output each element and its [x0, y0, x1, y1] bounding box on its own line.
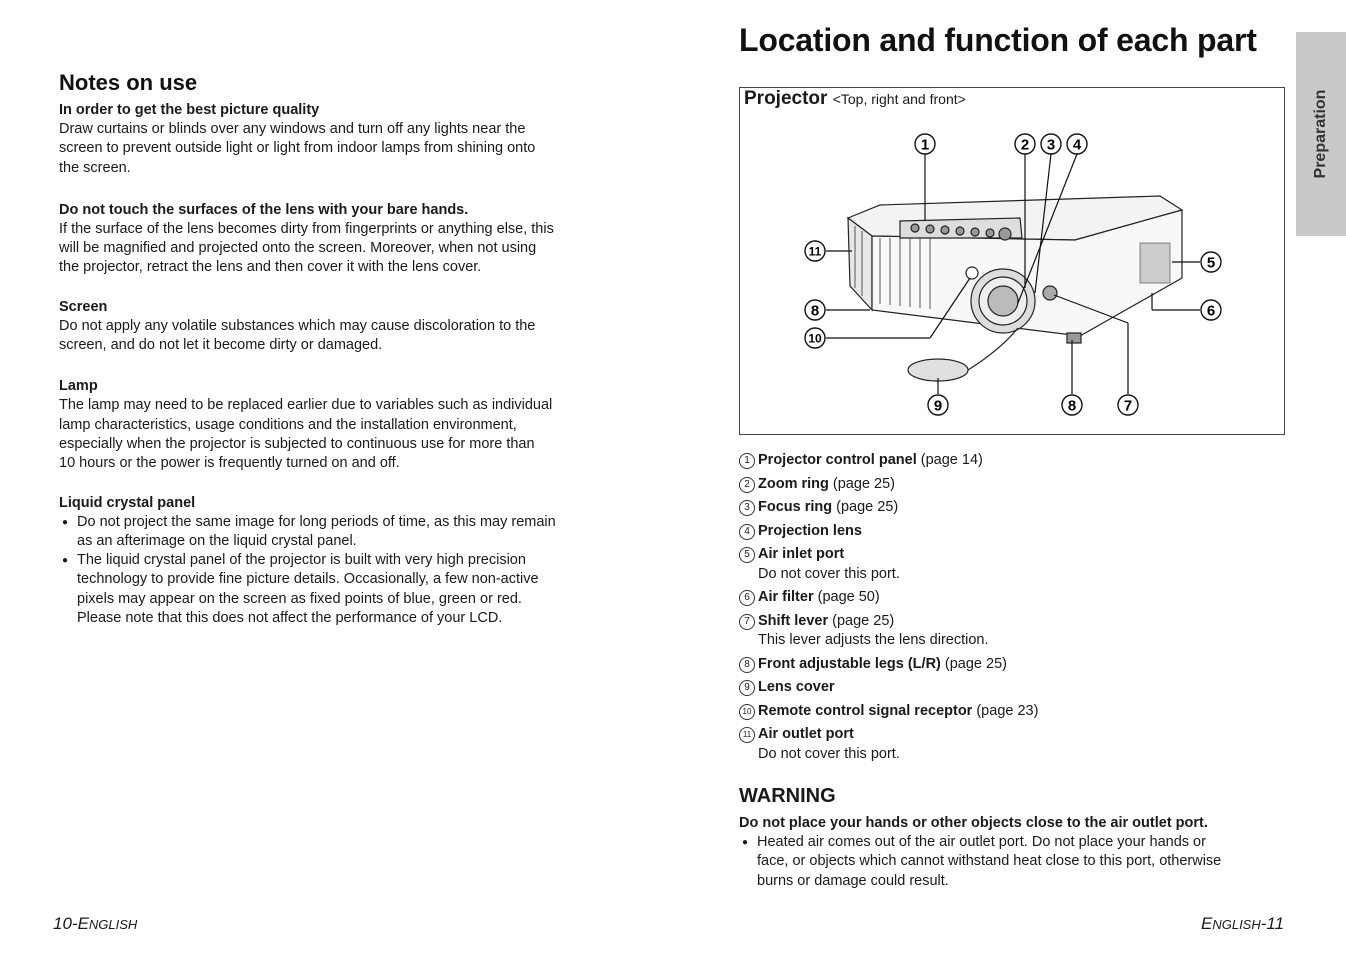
section-screen [59, 298, 611, 356]
part-name: Projection lens [758, 522, 862, 539]
part-number: 10 [739, 704, 755, 720]
section-line: the screen. [59, 159, 131, 176]
part-number: 2 [739, 477, 755, 493]
part-name: Air outlet port [758, 726, 854, 742]
part-ref: (page 25) [940, 655, 1007, 672]
bullet-line: ● The liquid crystal panel of the projector is built with very high precision [77, 552, 526, 569]
lens-cover-strap [968, 328, 1018, 370]
section-line: especially when the projector is subjected to continuous use for more than [59, 435, 535, 452]
bullet-item [59, 513, 611, 552]
footer-left-rest: NGLISH [88, 917, 138, 932]
section-line: If the surface of the lens becomes dirty from fingerprints or anything else, this [59, 220, 554, 237]
section-line: Draw curtains or blinds over any windows and turn off any lights near the [59, 121, 526, 137]
section-title: Lamp [59, 378, 98, 395]
notes-on-use-column [59, 70, 611, 628]
notes-heading: Notes on use [59, 70, 198, 95]
part-number: 6 [739, 590, 755, 606]
section-title: Do not touch the surfaces of the lens with your bare hands. [59, 201, 469, 218]
section-title: Screen [59, 298, 108, 315]
part-ref: (page 25) [828, 612, 895, 629]
part-ref: (page 25) [828, 475, 895, 492]
footer-left-cap: E [77, 914, 89, 933]
section-line: will be magnified and projected onto the screen. Moreover, when not using [59, 240, 537, 257]
lens-cover [908, 359, 968, 381]
list-item [739, 678, 1299, 698]
callout-2: 2 [1020, 136, 1030, 154]
lens-glass [988, 286, 1018, 316]
part-number: 3 [739, 500, 755, 516]
section-line: The lamp may need to be replaced earlier due to variables such as individual [59, 397, 553, 414]
projector-illustration [740, 88, 1284, 434]
list-item [739, 498, 1299, 518]
section-line: the projector, retract the lens and then cover it with the lens cover. [59, 259, 482, 276]
part-ref: (page 50) [813, 589, 880, 605]
footer-page-right [1201, 914, 1284, 934]
footer-right-rest: NGLISH [1212, 917, 1261, 932]
section-side-tab [1296, 32, 1346, 236]
section-line: screen to prevent outside light or light from indoor lamps from shining onto [59, 140, 536, 157]
part-name: Lens cover [758, 679, 835, 695]
warning-heading: WARNING [739, 785, 836, 807]
callout-4: 4 [1072, 136, 1082, 154]
callout-3: 3 [1046, 136, 1056, 154]
part-note: Do not cover this port. [758, 745, 900, 762]
part-name: Projector control panel [758, 452, 917, 468]
section-picture-quality [59, 101, 611, 178]
footer-right-cap: E [1201, 914, 1213, 933]
section-line: screen, and do not let it become dirty or damaged. [59, 337, 383, 354]
bullet-item [739, 833, 1299, 891]
section-lamp [59, 377, 611, 473]
part-number: 7 [739, 614, 755, 630]
callout-11: 11 [808, 244, 822, 259]
part-number: 5 [739, 547, 755, 563]
bullet-line: ● Do not project the same image for long periods of time, as this may remain [77, 513, 556, 530]
section-line: Do not apply any volatile substances which may cause discoloration to the [59, 317, 536, 334]
callout-9: 9 [933, 397, 943, 415]
part-name: Air inlet port [758, 546, 845, 562]
list-item [739, 612, 1299, 651]
callout-8-left: 8 [810, 302, 820, 320]
callout-1: 1 [920, 136, 930, 154]
list-item [739, 702, 1299, 722]
list-item [739, 655, 1299, 675]
part-note: This lever adjusts the lens direction. [758, 632, 989, 648]
shift-lever [1043, 286, 1057, 300]
part-ref: (page 23) [972, 702, 1039, 719]
part-number: 11 [739, 727, 755, 743]
list-item [739, 475, 1299, 495]
section-title: Liquid crystal panel [59, 494, 196, 511]
warning-bold-text: Do not place your hands or other objects close to the air outlet port. [739, 815, 1208, 831]
bullet-line: face, or objects which cannot withstand heat close to this port, otherwise [757, 853, 1222, 870]
list-item [739, 451, 1299, 471]
projector-figure [739, 87, 1285, 435]
callout-10: 10 [808, 331, 822, 346]
bullet-line: burns or damage could result. [757, 872, 949, 889]
section-line: 10 hours or the power is frequently turned on and off. [59, 455, 400, 472]
callout-8-bottom: 8 [1067, 397, 1077, 415]
callout-5: 5 [1206, 254, 1216, 272]
section-lcd [59, 494, 611, 629]
list-item [739, 725, 1299, 764]
page-title: Location and function of each part [739, 22, 1257, 58]
callout-6: 6 [1206, 302, 1216, 320]
figure-title-text: Projector [744, 88, 828, 109]
bullet-line: Please note that this does not affect the performance of your LCD. [77, 610, 503, 627]
part-name: Shift lever [758, 612, 829, 629]
part-name: Zoom ring [758, 475, 829, 492]
parts-list [739, 451, 1299, 768]
section-title: In order to get the best picture quality [59, 102, 320, 118]
part-number: 8 [739, 657, 755, 673]
section-line: lamp characteristics, usage conditions and the installation environment, [59, 416, 517, 433]
part-name: Focus ring [758, 499, 833, 515]
part-number: 1 [739, 453, 755, 469]
part-name: Front adjustable legs (L/R) [758, 655, 941, 672]
air-inlet-vents [1140, 243, 1170, 283]
side-tab-label: Preparation [1312, 89, 1329, 179]
bullet-line: technology to provide fine picture details. Occasionally, a few non-active [77, 571, 539, 588]
footer-page-left [53, 914, 137, 934]
part-number: 4 [739, 524, 755, 540]
callout-7: 7 [1123, 397, 1133, 415]
list-item [739, 588, 1299, 608]
part-ref: (page 14) [916, 452, 983, 468]
footer-right-num: -11 [1260, 914, 1285, 933]
bullet-line: as an afterimage on the liquid crystal panel. [77, 532, 357, 549]
footer-left-num: 10- [53, 914, 78, 933]
part-name: Remote control signal receptor [758, 702, 973, 719]
front-leg [1067, 333, 1081, 343]
part-number: 9 [739, 680, 755, 696]
bullet-line: pixels may appear on the screen as fixed points of blue, green or red. [77, 590, 522, 607]
list-item [739, 522, 1299, 542]
section-lens-surface [59, 201, 611, 278]
warning-body [739, 814, 1299, 891]
part-name: Air filter [758, 589, 814, 605]
part-note: Do not cover this port. [758, 565, 900, 582]
figure-subtitle: <Top, right and front> [832, 91, 966, 107]
bullet-item [59, 551, 611, 628]
part-ref: (page 25) [832, 499, 899, 515]
bullet-line: ● Heated air comes out of the air outlet port. Do not place your hands or [757, 834, 1206, 850]
remote-receptor [966, 267, 978, 279]
list-item [739, 545, 1299, 584]
